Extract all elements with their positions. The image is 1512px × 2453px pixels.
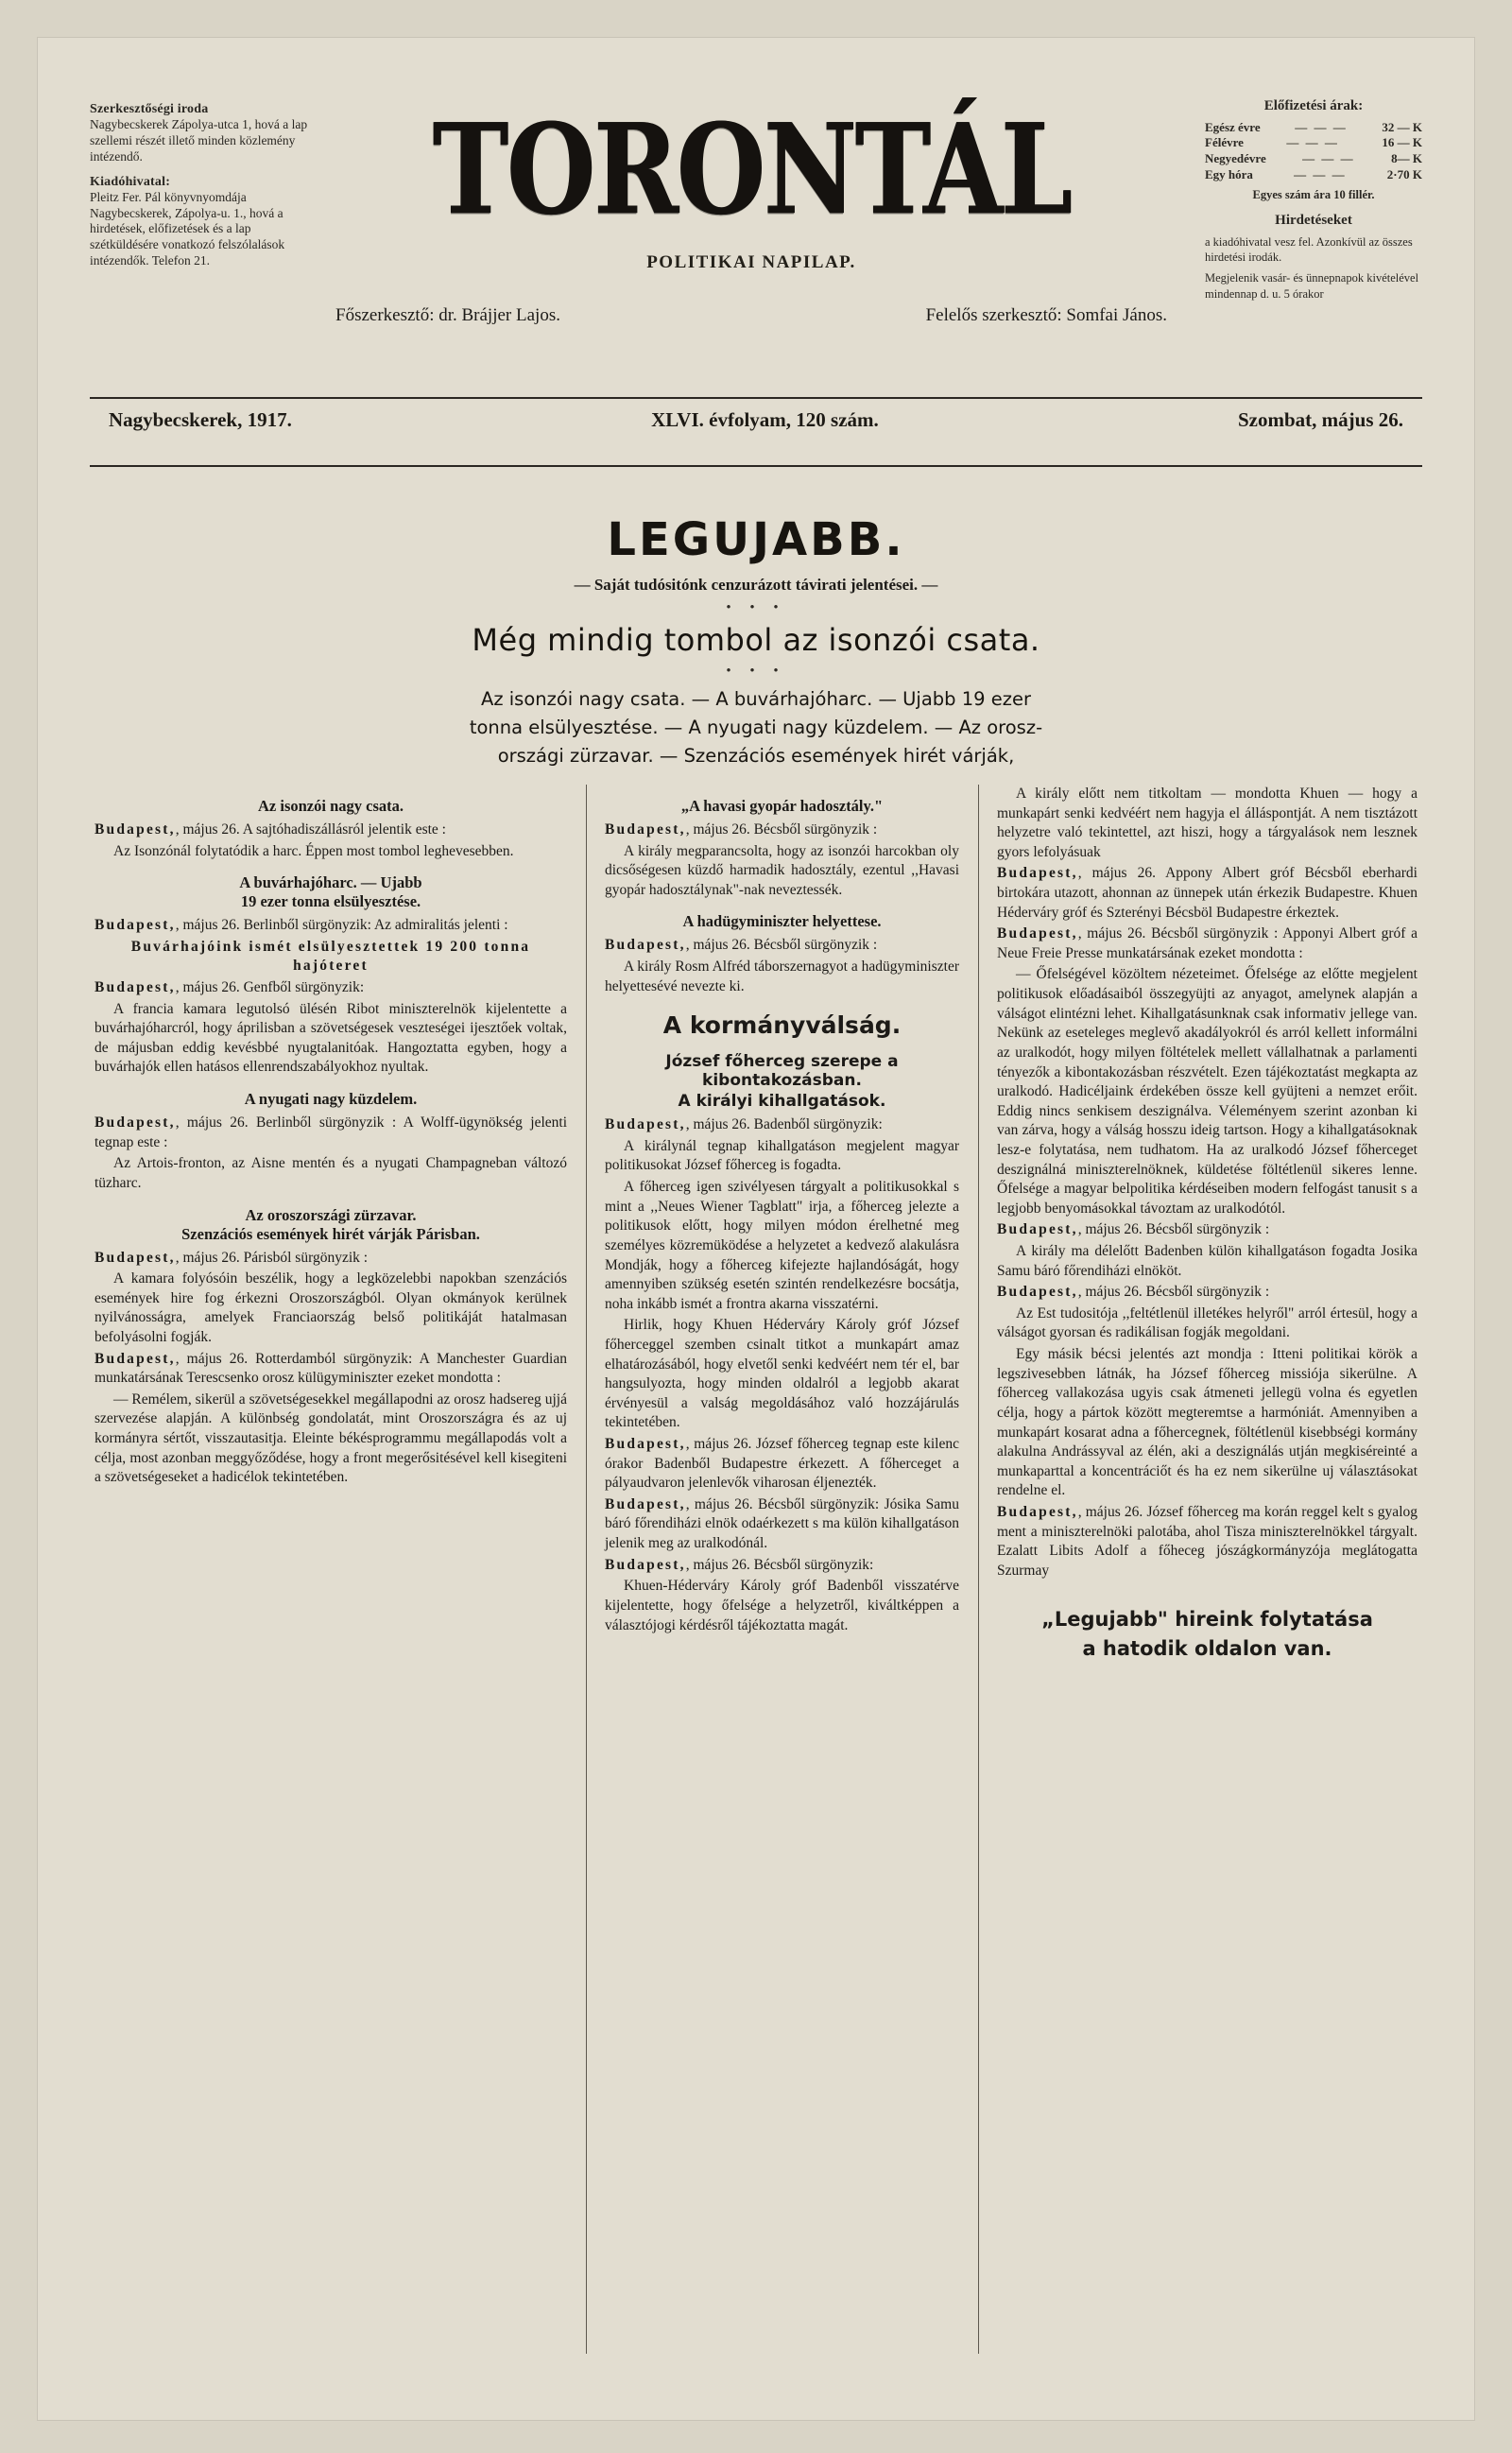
dateline-city: Budapest, (997, 1284, 1078, 1301)
price-label: Egész évre (1205, 119, 1261, 134)
article-subheading: A királyi kihallgatások. (678, 1092, 886, 1112)
article-paragraph (997, 864, 1418, 923)
paragraph-text: , május 26. Bécsből sürgönyzik : (1077, 1221, 1270, 1238)
paragraph-text: , május 26. A sajtóhadiszállásról jelentik este : (175, 821, 446, 838)
masthead-subscription-prices (1205, 97, 1422, 302)
dateline-city: Budapest, (94, 979, 176, 996)
newspaper-sheet (38, 38, 1474, 2420)
paragraph-text: , május 26. Bécsből sürgönyzik : (1077, 1284, 1270, 1301)
divider-bottom (90, 465, 1422, 467)
price-dots: — — — (1295, 119, 1348, 134)
paragraph-text: , május 26. Bécsből sürgönyzik : (685, 937, 878, 954)
columns (94, 785, 1418, 2373)
price-row (1205, 167, 1422, 183)
column-middle (605, 785, 959, 1637)
price-label: Félévre (1205, 135, 1244, 150)
lead-subline: — Saját tudósitónk cenzurázott távirati jelentései. — (574, 576, 938, 594)
article-subheading: József főherceg szerepe a kibontakozásban. (665, 1052, 899, 1091)
article-paragraph: A király ma délelőtt Badenben külön kihallgatáson fogadta Josika Samu báró főrendiházi elnököt. (997, 1243, 1418, 1279)
article-paragraph: A főherceg igen szivélyesen tárgyalt a politikusokkal s mint a ,,Neues Wiener Tagblatt" irja, a főherceg jelezte a politikusok előtt, hogy milyen módon érelhetné meg személyes közremüködése a helyzetet a kedvező alakulásra Mondják, hogy a főherceg kifejezte hajlandóságát, hogy amennyiben szükség esetén szintén rendelkezésre bocsátja, noha inkább ismét a frontra akarna visszatérni. (605, 1179, 959, 1312)
editors-row (326, 305, 1177, 326)
lead-headline: LEGUJABB. (607, 513, 905, 566)
dateline-city: Budapest, (997, 1221, 1078, 1238)
article-paragraph (94, 1350, 567, 1389)
article-paragraph (94, 821, 567, 840)
article-paragraph: Az Est tudositója ,,feltétlenül illetékes helyről" arról értesül, hogy a válságot gyorsan és radikálisan fogják megoldani. (997, 1304, 1418, 1341)
price-row (1205, 120, 1422, 136)
article-heading: A hadügyminiszter helyettese. (682, 912, 882, 931)
paragraph-text: , május 26. Párisból sürgönyzik : (175, 1249, 369, 1266)
column-divider-1 (586, 785, 587, 2354)
dateline-city: Budapest, (605, 1116, 686, 1133)
chief-editor-label: Főszerkesztő: dr. Brájjer Lajos. (335, 305, 560, 326)
article-paragraph: Hirlik, hogy Khuen Héderváry Károly gróf József főherceggel szemben csinalt titkot a munkapárt amaz elhatározásából, hogy elvetől senki kedvéért nem tér el, bar hangsulyozta, hogy minden oldalról a legjobb akarat érvényesül a valság megoldásához való hozzájárulás tekintetében. (605, 1317, 959, 1431)
paragraph-text: , május 26. Berlinből sürgönyzik : A Wolff-ügynökség jelenti tegnap este : (94, 1114, 567, 1150)
article-paragraph: A király megparancsolta, hogy az isonzói harcokban oly dicsőségesen küzdő harmadik hadosztály, ezentul ,,Havasi gyopár hadosztálynak"-nak neveztessék. (605, 842, 959, 898)
paragraph-text: , május 26. József főherceg ma korán reggel kelt s gyalog ment a miniszterelnöki palotába, ahol Tisza miniszterelnökkel tárgyalt. Ezalatt Libits Adolf a főheceg jószágkormányzója meglátogatta Szurmay (997, 1503, 1418, 1579)
article-heading: Az oroszországi zürzavar. (245, 1205, 417, 1224)
article-paragraph (605, 821, 959, 840)
article-paragraph: — Őfelségével közöltem nézeteimet. Őfelsége az előtte megjelent politikusok előadásaiból összegyüjti az anyagot, amelynek alapján a válságot elintézni lehet. Kihallgatásunknak csak informativ jellege van. Nekünk az eseteleges meglevő akadályokról és arról kellett informálni az uralkodót, hogy milyen föltételek mellett vállalhatnak a parlamenti tényezők a kibontakozásban részvételt. Ezen tájékoztatást megkapta az uralkodó. Hadicéljaink érdekében össze kell gyüjteni a nemzet erőit. Eddig nincs senkisem deszignálva. Véleményem szerint azonban ki van zárva, hogy a válság hosszu ideig tartson. Hogy a kihallgatásoknak lesz-e folytatása, nem tudhatom. Ha az uralkodó József főherceget deszignálná miniszterelnöknek, küldetése föltétlenül sikeres lenne. Őfelsége a magyar belpolitika kérdéseiben modern felfogást tanusit s a legjobb benyomásokkal távoztam az uralkodótól. (997, 966, 1418, 1217)
article-heading: 19 ezer tonna elsülyesztése. (240, 892, 421, 911)
newspaper-title: TORONTÁL (432, 97, 1071, 243)
publication-schedule: Megjelenik vasár- és ünnepnapok kivételével mindennap d. u. 5 órakor (1205, 271, 1419, 301)
paragraph-text: , május 26. Genfből sürgönyzik: (175, 979, 365, 996)
article-paragraph (997, 1503, 1418, 1581)
editorial-office-heading: Szerkesztőségi iroda (90, 102, 209, 116)
ornament-dots-2: • • • (726, 664, 786, 679)
price-value: 32 — K (1382, 119, 1422, 134)
dateline-city: Budapest, (605, 1436, 686, 1453)
article-paragraph (94, 978, 567, 998)
lead-title: Még mindig tombol az isonzói csata. (472, 622, 1040, 658)
issue-volume-number: XLVI. évfolyam, 120 szám. (651, 408, 879, 431)
paragraph-text: , május 26. Rotterdamból sürgönyzik: A Manchester Guardian munkatársának Terescsenko orosz külügyminiszter ezeket mondotta : (94, 1350, 567, 1387)
dateline-city: Budapest, (94, 1249, 176, 1266)
article-paragraph (997, 1283, 1418, 1303)
price-value: 2·70 K (1386, 167, 1422, 182)
column-divider-2 (978, 785, 979, 2354)
article-heading: A nyugati nagy küzdelem. (244, 1090, 418, 1109)
divider-top (90, 397, 1422, 399)
price-label: Negyedévre (1205, 151, 1266, 166)
article-paragraph: A kamara folyósóin beszélik, hogy a legközelebbi napokban szenzációs események hire fog érkezni Oroszországból. Olyan okmányok kerülnek nyilvánosságra, amelyek Franciaország belső politikáját hatalmasan befolyásolni fogják. (94, 1270, 567, 1345)
article-paragraph (605, 1115, 959, 1135)
ornament-dots: • • • (726, 600, 786, 615)
paragraph-text: , május 26. Bécsből sürgönyzik: (685, 1556, 874, 1573)
article-paragraph: A király előtt nem titkoltam — mondotta Khuen — hogy a munkapárt senki kedvéért nem hagyja el álláspontját. A nem tisztázott helyzetre való tekintettel, azt hiszi, hogy a tárgyalások nem lesznek gyors lefolyásuak (997, 786, 1418, 860)
dateline-city: Budapest, (605, 1495, 686, 1512)
section-heading: A kormányválság. (662, 1011, 902, 1040)
issue-place-year: Nagybecskerek, 1917. (109, 408, 292, 431)
article-paragraph (94, 1249, 567, 1269)
dateline-city: Budapest, (94, 917, 176, 934)
column-right (997, 785, 1418, 1663)
continuation-note (997, 1605, 1418, 1663)
article-heading: Az isonzói nagy csata. (258, 797, 404, 815)
masthead (90, 80, 1422, 364)
article-paragraph: Az Isonzónál folytatódik a harc. Éppen most tombol leghevesebben. (113, 842, 514, 859)
article-paragraph (605, 936, 959, 956)
paragraph-text: , május 26. Bécsből sürgönyzik: Jósika Samu báró főrendiházi elnök odaérkezett s ma külön kihallgatáson jelenik meg az uralkodónál. (605, 1495, 959, 1552)
masthead-office-info (90, 101, 312, 278)
lead-item: Az isonzói nagy csata. — A buvárhajóharc. — Ujabb 19 ezer (480, 688, 1032, 710)
price-row (1205, 151, 1422, 167)
article-paragraph: Egy másik bécsi jelentés azt mondja : Itteni politikai körök a legszivesebben látnák, ha József főherceg missiója sikerülne. A főherceg vallakozása ugyis csak átmeneti jellegü volna és egyetlen célja, hogy a pártok között megteremtse a harmóniát. Amennyiben a munkapárt kosarat adna a főhercegnek, föltétlenül kisebbségi kormány alakulna Andrássyval az élén, aki a deszignálás utján megkiséreinté a munkaparttal a koncentráciőt és ha ez nem sikerülne uj választásokat rendelne el. (997, 1346, 1418, 1499)
dateline-city: Budapest, (605, 821, 686, 838)
dateline-city: Budapest, (997, 1503, 1078, 1520)
responsible-editor-label: Felelős szerkesztő: Somfai János. (925, 305, 1167, 326)
paragraph-text: , május 26. József főherceg tegnap este kilenc órakor Badenből Budapestre érkezett. A főherceget a pályaudvaron jelenlevők viharosan éljenezték. (605, 1436, 959, 1492)
article-heading: Szenzációs események hirét várják Párisban. (181, 1224, 480, 1243)
dateline-city: Budapest, (605, 937, 686, 954)
article-paragraph: A királynál tegnap kihallgatáson megjelent magyar politikusokat József főherceg is fogadta. (605, 1137, 959, 1174)
continuation-note-line: a hatodik oldalon van. (1082, 1636, 1332, 1660)
editorial-office-text: Nagybecskerek Zápolya-utca 1, hová a lap szellemi részét illető minden közlemény intézendő. (90, 117, 308, 164)
price-value: 16 — K (1382, 135, 1422, 150)
lead-item: tonna elsülyesztése. — A nyugati nagy küzdelem. — Az orosz- (469, 717, 1043, 739)
article-paragraph (605, 1495, 959, 1554)
paragraph-text: , május 26. Bécsből sürgönyzik : Apponyi Albert gróf a Neue Freie Presse munkatársának ezeket mondotta : (997, 925, 1418, 961)
publisher-office-text: Pleitz Fer. Pál könyvnyomdája Nagybecskerek, Zápolya-u. 1., hová a hirdetések, előfizetések és a lap szétküldésére vonatkozó felszólalások intézendők. Telefon 21. (90, 189, 285, 268)
lead-item: országi zürzavar. — Szenzációs események hirét várják, (497, 745, 1015, 768)
article-paragraph (997, 1220, 1418, 1240)
lead-block (94, 496, 1418, 786)
issue-date: Szombat, május 26. (1237, 408, 1403, 431)
ads-text: a kiadóhivatal vesz fel. Azonkívül az összes hirdetési irodák. (1205, 234, 1413, 265)
article-paragraph (94, 916, 567, 936)
price-label: Egy hóra (1205, 167, 1253, 182)
price-row (1205, 135, 1422, 151)
column-left (94, 785, 567, 1490)
article-paragraph: — Remélem, sikerül a szövetségesekkel megállapodni az orosz hadsereg ujjá szervezése alapján. A különbség gondolatát, mint Oroszországra és az uj kormányra sértőt, visszautasitja. Eleinte békésprogrammu megállapodás volt a célja, most azonban meggyőződése, hogy a front megerősitésével kell kisegiteni a szövetségeseket a hadicélok tekintetében. (94, 1391, 567, 1486)
article-paragraph: Khuen-Héderváry Károly gróf Badenből visszatérve kijelentette, hogy őfelsége a helyzetről, kiváltképpen a választójogi kérdésről tájékoztatta magát. (605, 1578, 959, 1633)
single-copy-price: Egyes szám ára 10 fillér. (1252, 188, 1375, 202)
dateline-city: Budapest, (94, 1114, 176, 1131)
price-dots: — — — (1294, 167, 1347, 182)
price-value: 8— K (1391, 151, 1422, 166)
dateline-city: Budapest, (997, 925, 1078, 942)
article-highlight: Buvárhajóink ismét elsülyesztettek 19 200 tonna hajóteret (130, 938, 531, 975)
paragraph-text: , május 26. Appony Albert gróf Bécsből eberhardi birtokára utazott, ahonnan az ünnepek után érkezik Budapestre. Khuen Héderváry gróf és Szterényi Bécsböl Budapestre érkeztek. (997, 865, 1418, 921)
ads-title: Hirdetéseket (1275, 213, 1352, 229)
article-paragraph: Az Artois-fronton, az Aisne mentén és a nyugati Champagneban változó tüzharc. (94, 1155, 567, 1191)
paragraph-text: , május 26. Bécsből sürgönyzik : (685, 821, 878, 838)
masthead-center (326, 80, 1177, 326)
issue-bar (90, 408, 1422, 432)
article-paragraph (605, 1435, 959, 1494)
dateline-city: Budapest, (94, 1350, 176, 1367)
prices-title: Előfizetési árak: (1263, 98, 1364, 113)
paragraph-text: , május 26. Badenből sürgönyzik: (685, 1116, 883, 1133)
article-paragraph: A francia kamara legutolsó ülésén Ribot miniszterelnök kijelentette a buvárhajóharcról, hogy áprilisban a szövetségesek veszteségei ijesztőek voltak, de májusban eddig kevésbbé nyugtalanitóak. Hangoztatta egyben, hogy a buvárhajók ellen hatásos ellenrendszabályokhoz nyultak. (94, 1000, 567, 1076)
paragraph-text: , május 26. Berlinből sürgönyzik: Az admiralitás jelenti : (175, 917, 508, 934)
article-paragraph (997, 924, 1418, 963)
article-heading: „A havasi gyopár hadosztály." (680, 797, 884, 815)
dateline-city: Budapest, (94, 821, 176, 838)
dateline-city: Budapest, (997, 865, 1078, 882)
article-paragraph: A király Rosm Alfréd táborszernagyot a hadügyminiszter helyettesévé nevezte ki. (605, 959, 959, 994)
article-paragraph (605, 1556, 959, 1576)
continuation-note-line: „Legujabb" hireink folytatása (1041, 1608, 1373, 1632)
publisher-office-heading: Kiadóhivatal: (90, 174, 171, 189)
dateline-city: Budapest, (605, 1556, 686, 1573)
price-dots: — — — (1286, 135, 1339, 150)
price-dots: — — — (1302, 151, 1355, 166)
article-heading: A buvárhajóharc. — Ujabb (239, 873, 422, 892)
article-paragraph (94, 1114, 567, 1152)
newspaper-subtitle: POLITIKAI NAPILAP. (646, 252, 856, 273)
